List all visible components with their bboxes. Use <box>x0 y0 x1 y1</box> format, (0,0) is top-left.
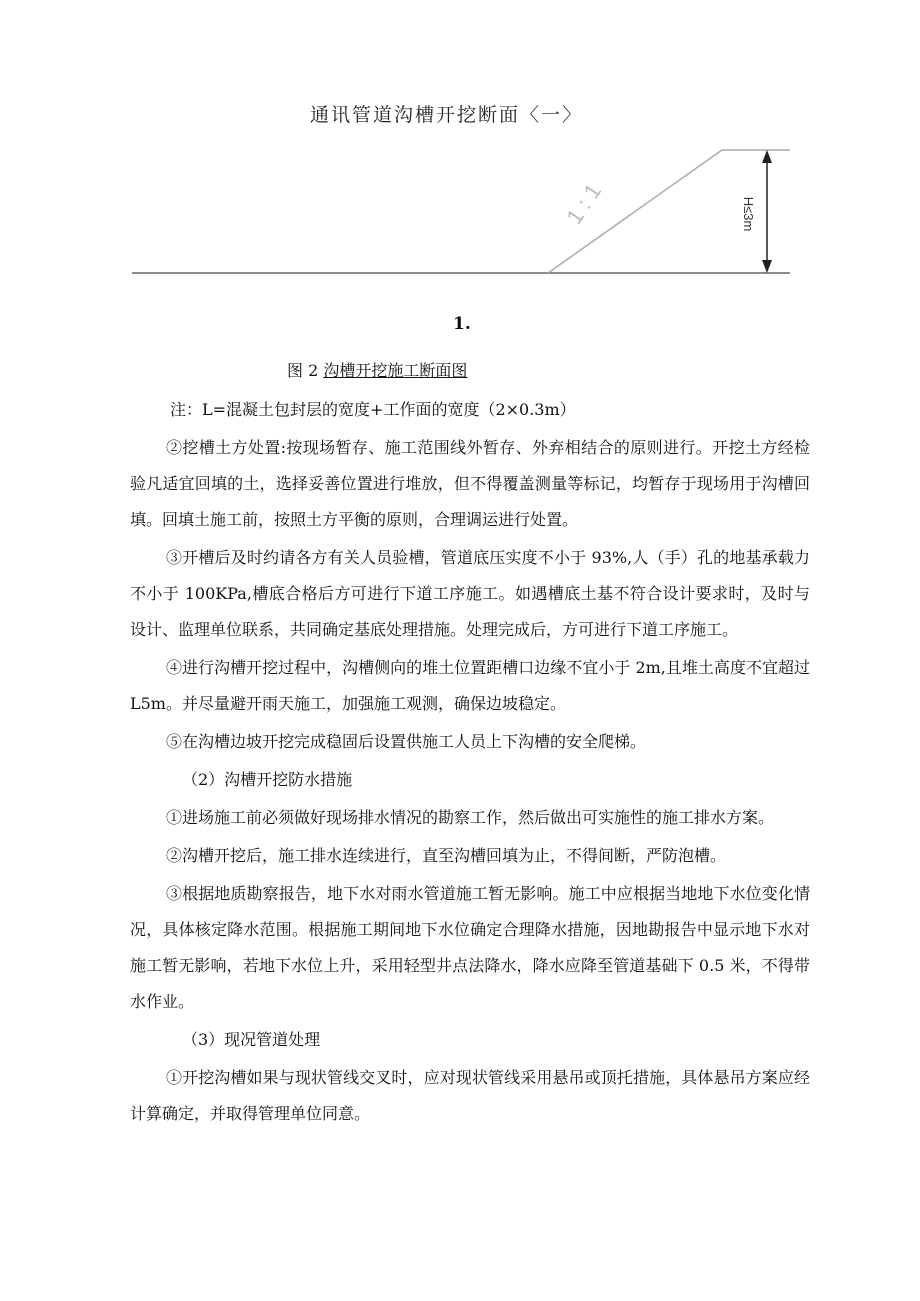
paragraph: ④进行沟槽开挖过程中，沟槽侧向的堆土位置距槽口边缘不宜小于 2m,且堆土高度不宜超过 L5m。并尽量避开雨天施工，加强施工观测，确保边坡稳定。 <box>130 658 810 713</box>
body-text <box>130 430 810 1134</box>
subsection-heading: （3）现况管道处理 <box>182 1030 321 1049</box>
arrow-down-icon <box>762 260 772 273</box>
paragraph: ③开槽后及时约请各方有关人员验槽，管道底压实度不小于 93%,人（手）孔的地基承载力不小于 100KPa,槽底合格后方可进行下道工序施工。如遇槽底土基不符合设计要求时，及时与设计、监理单位联系，共同确定基底处理措施。处理完成后，方可进行下道工序施工。 <box>130 548 810 639</box>
paragraph: ⑤在沟槽边坡开挖完成稳固后设置供施工人员上下沟槽的安全爬梯。 <box>166 732 647 751</box>
figure-caption-text: 沟槽开挖施工断面图 <box>323 361 468 380</box>
figure-caption-prefix: 图 2 <box>287 361 324 380</box>
arrow-up-icon <box>762 150 772 163</box>
section-number: 1. <box>453 314 471 334</box>
paragraph: ①开挖沟槽如果与现状管线交叉时，应对现状管线采用悬吊或顶托措施，具体悬吊方案应经计算确定，并取得管理单位同意。 <box>130 1068 810 1123</box>
diagram-title: 通讯管道沟槽开挖断面〈一〉 <box>310 104 584 126</box>
paragraph: ③根据地质勘察报告，地下水对雨水管道施工暂无影响。施工中应根据当地地下水位变化情况，具体核定降水范围。根据施工期间地下水位确定合理降水措施，因地勘报告中显示地下水对施工暂无影响，若地下水位上升，采用轻型井点法降水，降水应降至管道基础下 0.5 米，不得带水作业。 <box>130 884 810 1011</box>
paragraph: ②挖槽土方处置:按现场暂存、施工范围线外暂存、外弃相结合的原则进行。开挖土方经检验凡适宜回填的土，选择妥善位置进行堆放，但不得覆盖测量等标记，均暂存于现场用于沟槽回填。回填土施工前，按照土方平衡的原则，合理调运进行处置。 <box>130 438 810 529</box>
paragraph: ①进场施工前必须做好现场排水情况的勘察工作，然后做出可实施性的施工排水方案。 <box>166 808 775 827</box>
slope-label: 1 : 1 <box>561 179 607 229</box>
figure-note: 注：L=混凝土包封层的宽度+工作面的宽度（2×0.3m） <box>170 400 576 419</box>
paragraph: ②沟槽开挖后，施工排水连续进行，直至沟槽回填为止，不得间断，严防泡槽。 <box>166 846 727 865</box>
figure-caption <box>287 358 467 381</box>
subsection-heading: （2）沟槽开挖防水措施 <box>182 770 353 789</box>
height-label: H≤3m <box>741 196 756 232</box>
trench-section-diagram <box>0 130 920 280</box>
